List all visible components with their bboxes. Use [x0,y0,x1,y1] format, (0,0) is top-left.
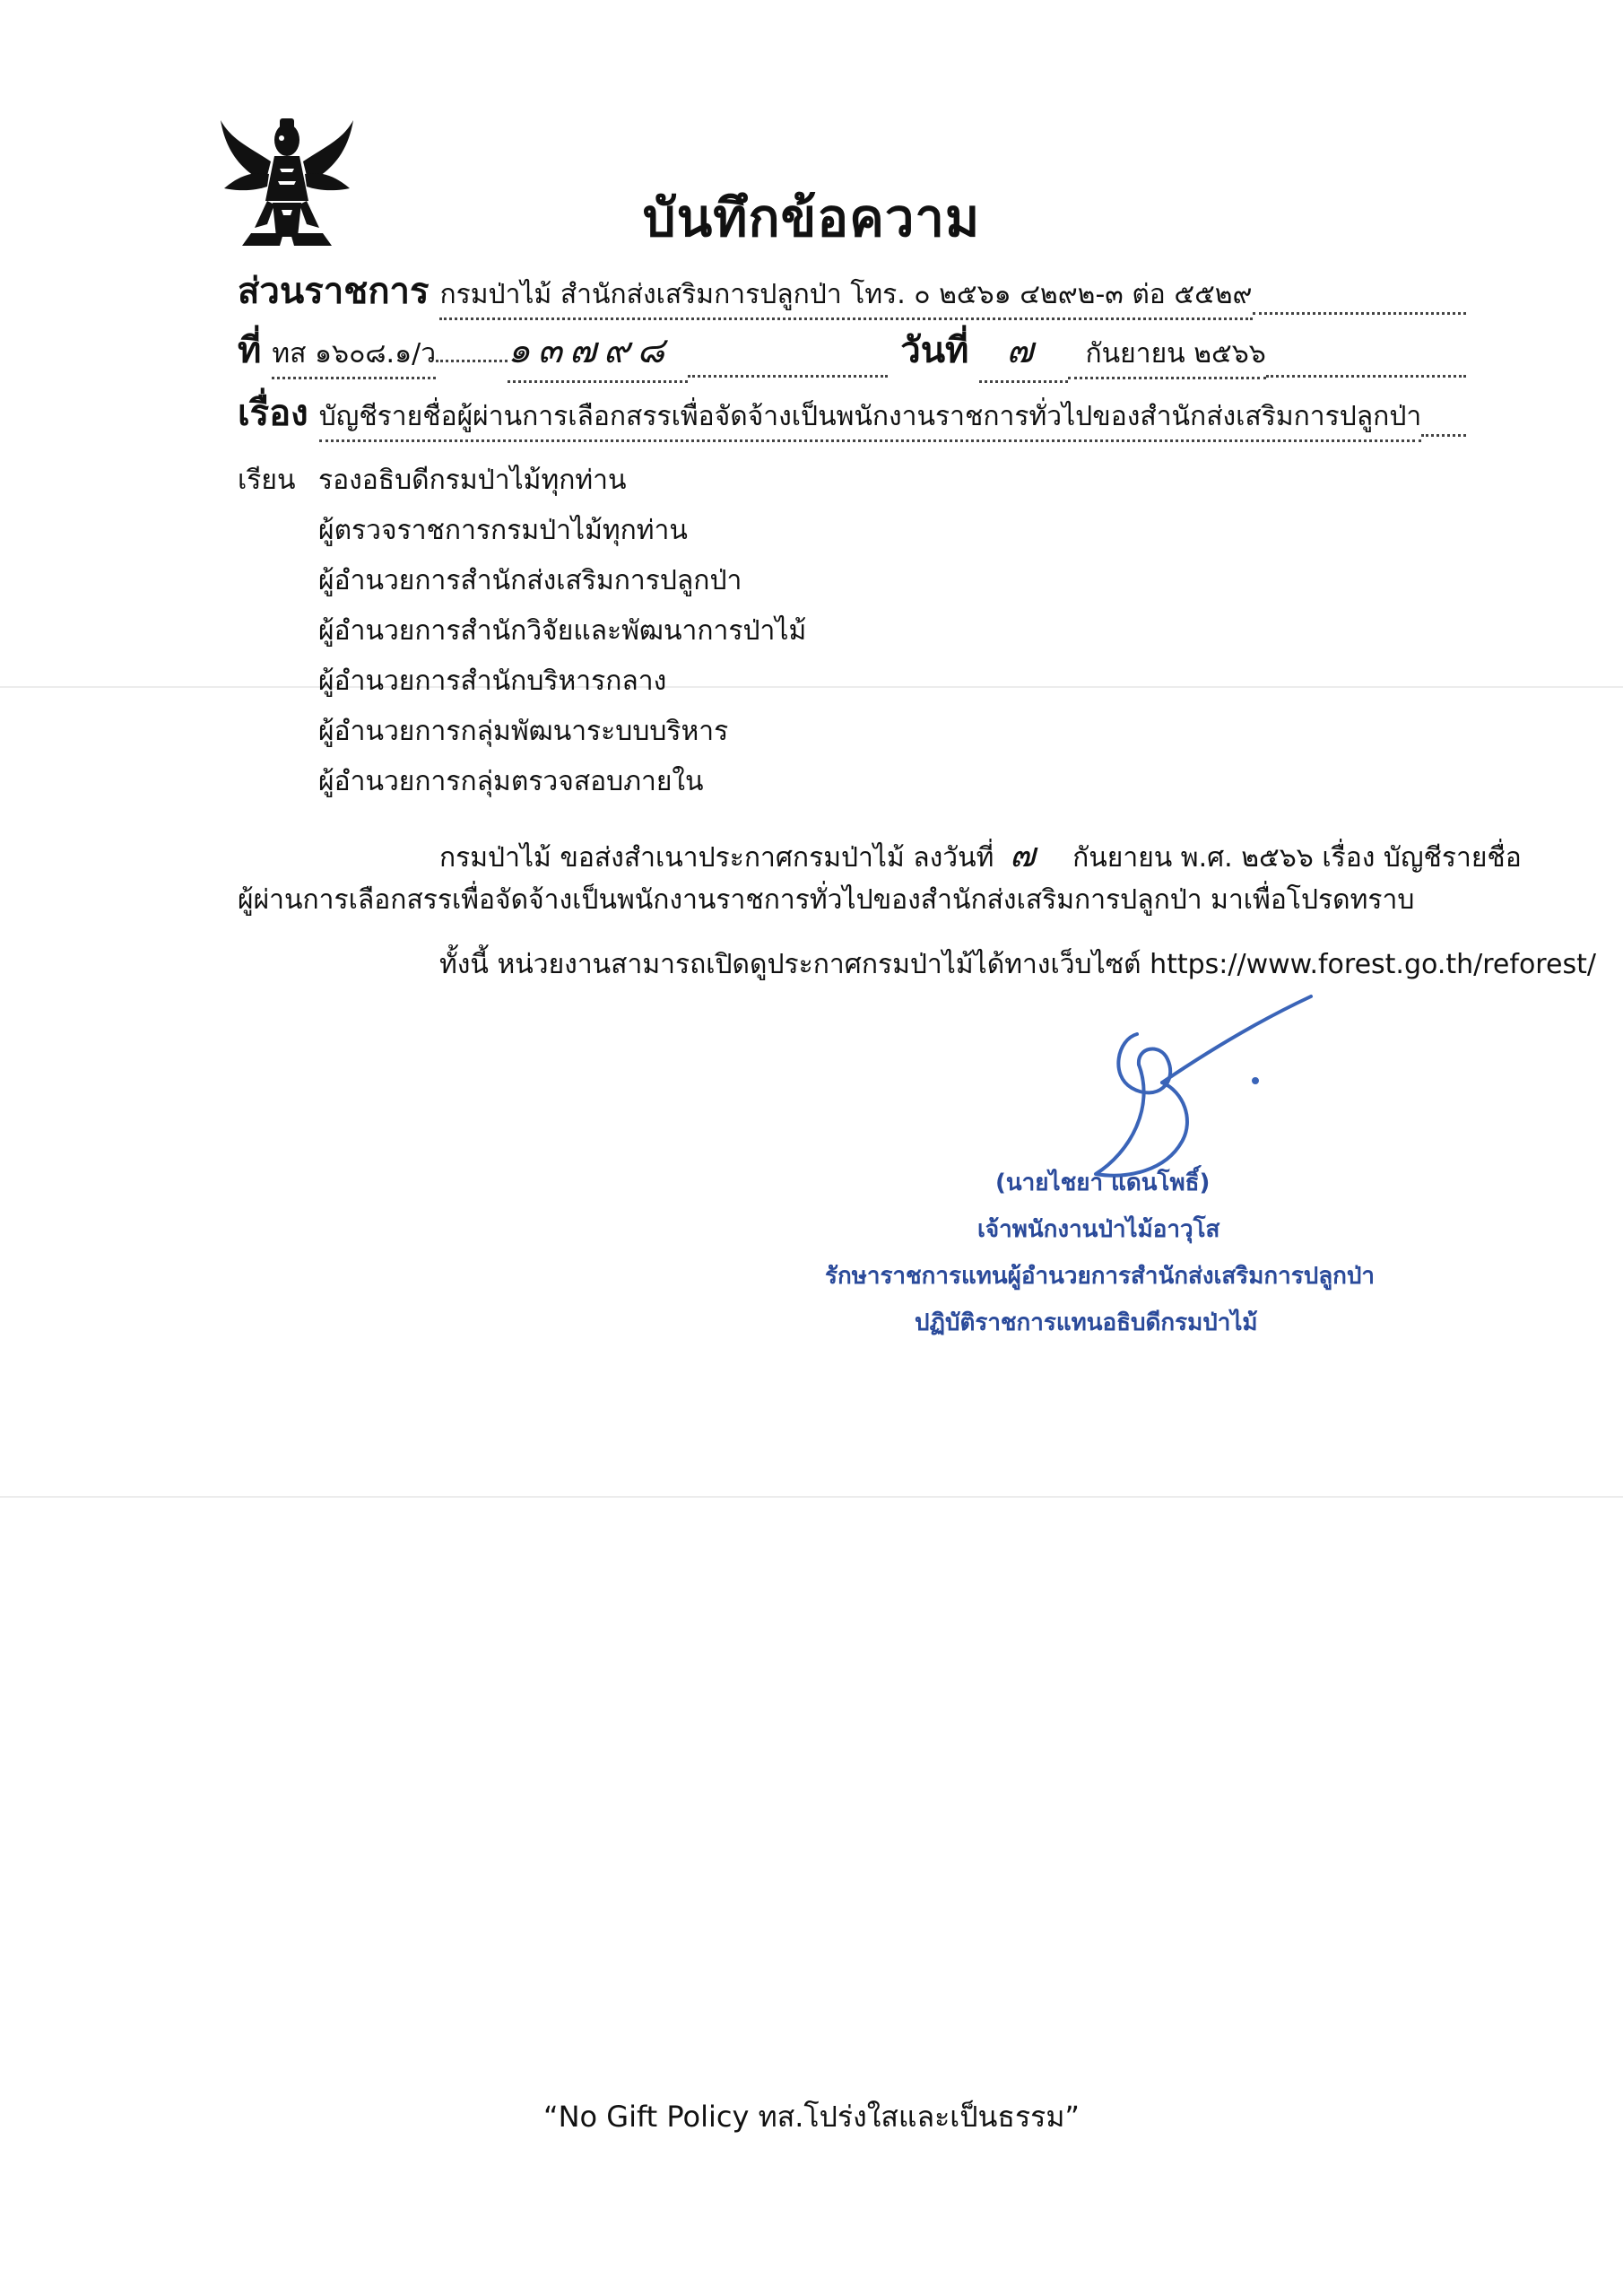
recipient-list [318,459,806,811]
signatory-name: (นายไชยา แดนโพธิ์) [995,1170,1211,1196]
ref-number: ๑๓๗๙๘ [508,321,688,383]
body-paragraph-2: ทั้งนี้ หน่วยงานสามารถเปิดดูประกาศกรมป่าไม้ได้ทางเว็บไซต์ https://www.forest.go.th/reforest/ [439,949,1596,980]
recipient-item: ผู้ตรวจราชการกรมป่าไม้ทุกท่าน [318,515,688,546]
recipient-item: ผู้อำนวยการกลุ่มพัฒนาระบบบริหาร [318,716,729,747]
signatory-position: เจ้าพนักงานป่าไม้อาวุโส [977,1216,1220,1243]
subject-row [238,384,1466,442]
footer-policy: “No Gift Policy ทส.โปร่งใสและเป็นธรรม” [543,2100,1080,2134]
recipient-item: ผู้อำนวยการสำนักบริหารกลาง [318,665,667,697]
dotted-leader [1253,312,1466,315]
dotted-leader [1266,375,1466,378]
subject-value: บัญชีรายชื่อผู้ผ่านการเลือกสรรเพื่อจัดจ้างเป็นพนักงานราชการทั่วไปของสำนักส่งเสริมการปลูกป่า [319,396,1422,442]
body-paragraph-1 [439,827,1522,882]
signatory-acting-1: รักษาราชการแทนผู้อำนวยการสำนักส่งเสริมการปลูกป่า [825,1263,1375,1290]
subject-label: เรื่อง [238,393,308,434]
memo-title: บันทึกข้อความ [642,187,981,248]
date-month-year: กันยายน ๒๕๖๖ [1068,333,1266,379]
agency-label: ส่วนราชการ [238,271,430,312]
ref-label: ที่ [238,330,262,371]
date-label: วันที่ [900,330,969,371]
signatory-acting-2: ปฏิบัติราชการแทนอธิบดีกรมป่าไม้ [915,1309,1258,1336]
ref-prefix: ทส ๑๖๐๘.๑/ว [272,333,436,379]
dotted-leader [688,375,888,378]
recipient-item: รองอธิบดีกรมป่าไม้ทุกท่าน [318,465,627,496]
agency-row [238,262,1466,320]
agency-value: กรมป่าไม้ สำนักส่งเสริมการปลูกป่า โทร. ๐ ๒๕๖๑ ๔๒๙๒-๓ ต่อ ๕๕๒๙ [439,274,1252,320]
body-text: กันยายน พ.ศ. ๒๕๖๖ เรื่อง บัญชีรายชื่อ [1072,842,1522,874]
body-text: กรมป่าไม้ ขอส่งสำเนาประกาศกรมป่าไม้ ลงวันที่ [439,842,994,874]
dotted-leader [1421,434,1466,437]
recipient-item: ผู้อำนวยการกลุ่มตรวจสอบภายใน [318,766,704,797]
body-day: ๗ [1009,835,1043,874]
date-day: ๗ [979,321,1067,383]
reference-row [238,321,1466,383]
salutation-label: เรียน [238,465,296,496]
recipient-item: ผู้อำนวยการสำนักวิจัยและพัฒนาการป่าไม้ [318,615,807,647]
dotted-leader [436,358,508,362]
body-paragraph-1-line-2: ผู้ผ่านการเลือกสรรเพื่อจัดจ้างเป็นพนักงานราชการทั่วไปของสำนักส่งเสริมการปลูกป่า มาเพื่อโปรดทราบ [238,884,1415,916]
recipient-item: ผู้อำนวยการสำนักส่งเสริมการปลูกป่า [318,565,742,596]
